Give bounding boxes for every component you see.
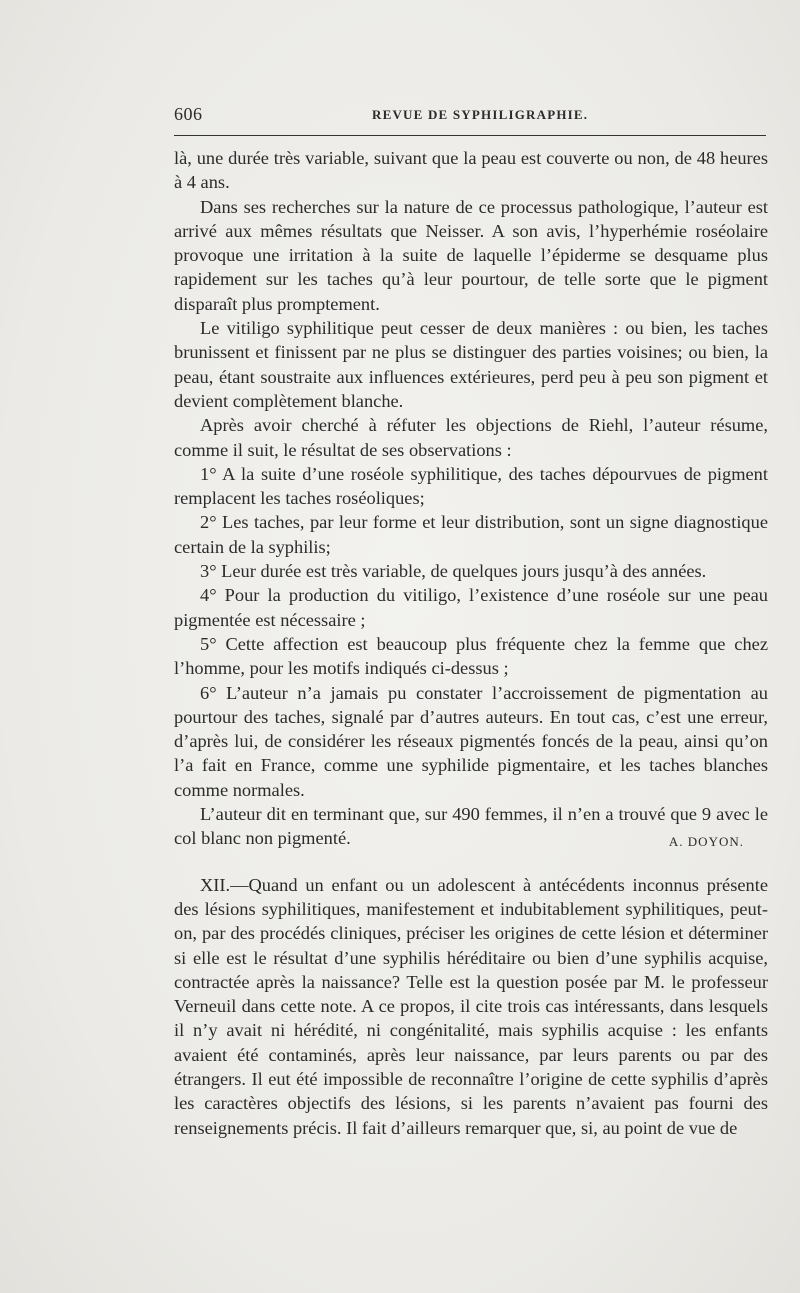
header-rule [174, 135, 766, 136]
section-xii [174, 873, 768, 1140]
list-item-2: 2° Les taches, par leur forme et leur distribution, sont un signe diagnostique certain de la syphilis; [174, 512, 768, 557]
list-item-6: 6° L’auteur n’a jamais pu constater l’accroissement de pigmentation au pourtour des taches, signalé par d’autres auteurs. En tout cas, c’est une erreur, d’après lui, de considérer les réseaux pigmentés foncés de la peau, ainsi qu’on l’a fait en France, comme une syphilide pigmentaire, et les taches blanches comme normales. [174, 682, 768, 800]
paragraph-summary-intro: Après avoir cherché à réfuter les objections de Riehl, l’auteur résume, comme il suit, le résultat de ses observations : [174, 415, 768, 460]
conclusion-text: L’auteur dit en terminant que, sur 490 femmes, il n’en a trouvé que 9 avec le col blanc non pigmenté. [174, 804, 768, 849]
paragraph-research: Dans ses recherches sur la nature de ce processus pathologique, l’auteur est arrivé aux mêmes résultats que Neisser. A son avis, l’hyperhémie roséolaire provoque une irritation à la suite de laquelle l’épiderme se desquame plus rapidement sur les taches qu’à leur pourtour, de telle sorte que le pigment disparaît plus promptement. [174, 196, 768, 314]
paragraph-conclusion [174, 802, 768, 851]
section-label: XII.— [200, 874, 249, 895]
list-item-1: 1° A la suite d’une roséole syphilitique, des taches dépourvues de pigment remplacent les taches roséoliques; [174, 463, 768, 509]
section-xii-text: Quand un enfant ou un adolescent à antécédents inconnus présente des lésions syphilitiques, manifestement et indubitablement syphilitiques, peut-on, par des procédés cliniques, préciser les origines de cette lésion et déterminer si elle est le résultat d’une syphilis héréditaire ou bien d’une syphilis acquise, contractée après la naissance? Telle est la question posée par M. le professeur Verneuil dans cette note. A ce propos, il cite trois cas intéressants, dans lesquels il n’y avait ni hérédité, ni congénitalité, mais syphilis acquise : les enfants avaient été contaminés, après leur naissance, par leurs parents ou par des étrangers. Il eut été impossible de reconnaître l’origine de cette syphilis d’après les caractères objectifs des lésions, si les parents n’avaient pas fourni des renseignements précis. Il fait d’ailleurs remarquer que, si, au point de vue de [174, 874, 768, 1138]
author-signature: A. DOYON. [668, 834, 744, 850]
list-item-5: 5° Cette affection est beaucoup plus fréquente chez la femme que chez l’homme, pour les motifs indiqués ci-dessus ; [174, 633, 768, 679]
paragraph-continuation: là, une durée très variable, suivant que la peau est couverte ou non, de 48 heures à 4 ans. [174, 148, 768, 193]
paragraph-vitiligo: Le vitiligo syphilitique peut cesser de deux manières : ou bien, les taches brunissent et finissent par ne plus se distinguer des parties voisines; ou bien, la peau, étant soustraite aux influences extérieures, perd peu à peu son pigment et devient complètement blanche. [174, 318, 768, 411]
body-text [174, 146, 768, 1140]
journal-title: REVUE DE SYPHILIGRAPHIE. [372, 107, 589, 122]
running-head [174, 104, 766, 128]
page-number: 606 [174, 104, 203, 124]
list-item-4: 4° Pour la production du vitiligo, l’existence d’une roséole sur une peau pigmentée est nécessaire ; [174, 585, 768, 630]
list-item-3: 3° Leur durée est très variable, de quelques jours jusqu’à des années. [200, 561, 707, 582]
